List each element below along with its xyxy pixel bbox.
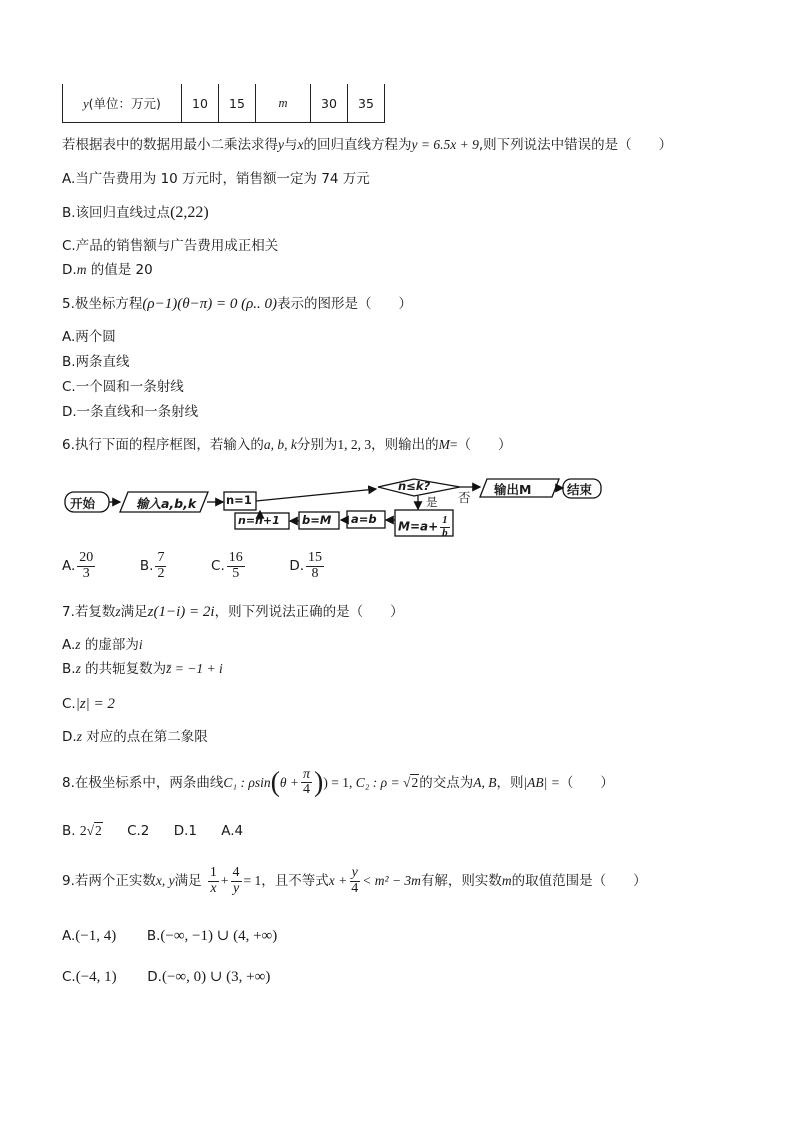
q4-option-b: B.该回归直线过点(2,22) [62, 204, 209, 221]
q5-option-a: A.两个圆 [62, 329, 116, 345]
q7-option-d: D.z 对应的点在第二象限 [62, 729, 208, 745]
q9-options-ab: A.(−1, 4) B.(−∞, −1) ∪ (4, +∞) [62, 928, 278, 944]
q5-option-c: C.一个圆和一条射线 [62, 379, 184, 395]
q8-stem: 8.在极坐标系中，两条曲线C₁ : ρsin(θ + $\frac{\pi}{4}$ )) = 1, C₂ : ρ = √2的交点为A, B，则|AB| =（ ） [62, 766, 614, 798]
data-table [62, 84, 385, 123]
flow-m-assign-label: M=a+ $\frac{1}{b}$ [398, 514, 448, 539]
q7-option-b: B.z 的共轭复数为z̄ = −1 + i [62, 661, 223, 677]
flow-output-label: 输出M [494, 482, 532, 497]
flow-condition-label: n≤k? [398, 479, 431, 493]
q6-options: A. $\frac{20}{3}$ B. $\frac{7}{2}$ C. $\frac{16}{5}$ D. $\frac{15}{8}$ [62, 550, 323, 581]
program-flowchart [62, 473, 622, 543]
q9-options-cd: C.(−4, 1) D.(−∞, 0) ∪ (3, +∞) [62, 969, 271, 985]
table-cell: 15 [219, 84, 256, 123]
q5-stem: 5.极坐标方程(ρ−1)(θ−π) = 0 (ρ.. 0)表示的图形是（ ） [62, 296, 413, 312]
table-row [63, 84, 385, 123]
q4-option-d: D.m 的值是 20 [62, 262, 153, 278]
q5-option-d: D.一条直线和一条射线 [62, 404, 199, 420]
flow-start-label: 开始 [70, 496, 96, 511]
q7-option-c: C.|z| = 2 [62, 696, 115, 712]
q8-options: B. 2√2 C.2 D.1 A.4 [62, 823, 244, 839]
flow-a-assign-label: a=b [351, 512, 377, 526]
q9-stem: 9.若两个正实数x, y满足 $\frac{1}{x}$ + $\frac{4}{y}$ = 1，且不等式x + $\frac{y}{4}$ < m² − 3m有解，则实数m的取值范围是（ ） [62, 865, 647, 896]
q4-option-c: C.产品的销售额与广告费用成正相关 [62, 238, 279, 254]
flow-input-label: 输入a,b,k [136, 496, 197, 511]
flow-yes-label: 是 [426, 495, 438, 509]
table-cell: m [256, 84, 311, 123]
q4-option-a: A.当广告费用为 10 万元时，销售额一定为 74 万元 [62, 171, 370, 187]
q7-stem: 7.若复数z满足z(1−i) = 2i，则下列说法正确的是（ ） [62, 604, 404, 620]
table-row-label: y(单位：万元) [63, 84, 182, 123]
flow-n-increment-label: n=n+1 [238, 514, 280, 527]
q4-stem: 若根据表中的数据用最小二乘法求得y与x的回归直线方程为y = 6.5x + 9,则下列说法中错误的是（ ） [62, 137, 673, 153]
table-cell: 35 [348, 84, 385, 123]
q5-option-b: B.两条直线 [62, 354, 130, 370]
q6-stem: 6.执行下面的程序框图，若输入的a, b, k分别为1, 2, 3，则输出的M=（ ） [62, 437, 512, 453]
flow-init-label: n=1 [226, 493, 252, 507]
flow-end-label: 结束 [567, 482, 593, 497]
flow-no-label: 否 [458, 490, 471, 505]
table-cell: 10 [182, 84, 219, 123]
table-cell: 30 [311, 84, 348, 123]
q7-option-a: A.z 的虚部为i [62, 637, 143, 653]
flow-b-assign-label: b=M [302, 513, 332, 527]
